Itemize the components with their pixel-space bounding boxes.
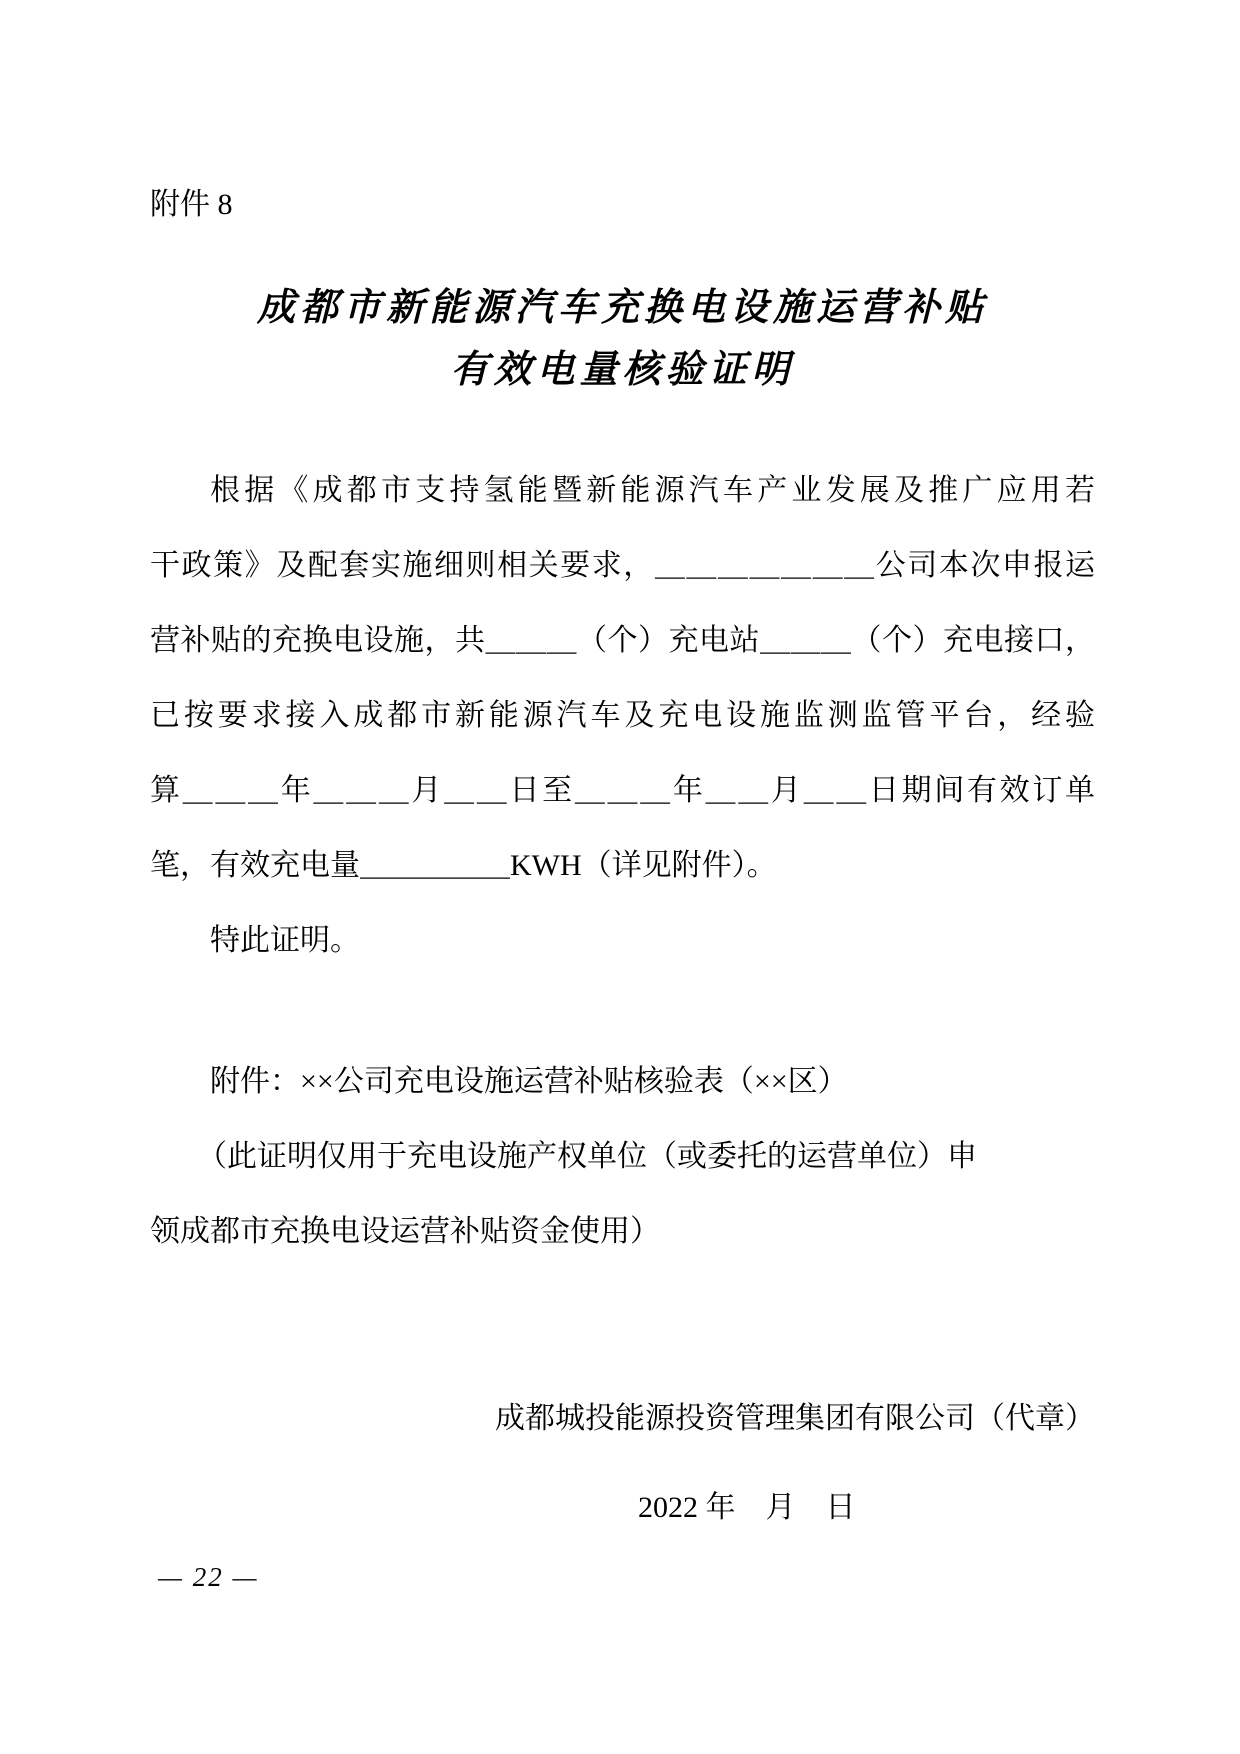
issuer-signature: 成都城投能源投资管理集团有限公司（代章）	[495, 1402, 1095, 1435]
attachment-note: 附件：××公司充电设施运营补贴核验表（××区）	[210, 1065, 848, 1098]
date-line: 2022 年 月 日	[638, 1491, 856, 1524]
attachment-number-label: 附件 8	[150, 188, 233, 221]
document-page	[150, 185, 1095, 1545]
document-title-line2: 有效电量核验证明	[450, 349, 795, 391]
body-paragraph-line: 根据《成都市支持氢能暨新能源汽车产业发展及推广应用若	[210, 474, 1095, 507]
page-number: — 22 —	[158, 1562, 259, 1592]
usage-note-line2: 领成都市充换电设运营补贴资金使用）	[150, 1215, 660, 1248]
body-paragraph-line: 干政策》及配套实施细则相关要求，＿＿＿＿＿＿＿公司本次申报运	[150, 549, 1095, 582]
body-paragraph-line: 算＿＿＿年＿＿＿月＿＿日至＿＿＿年＿＿月＿＿日期间有效订单	[150, 774, 1095, 807]
document-title-line1: 成都市新能源汽车充换电设施运营补贴	[256, 287, 988, 329]
body-paragraph-line: 笔，有效充电量＿＿＿＿＿KWH（详见附件）。	[150, 849, 777, 882]
body-paragraph-line: 营补贴的充换电设施，共＿＿＿（个）充电站＿＿＿（个）充电接口，	[150, 624, 1095, 657]
body-paragraph-line: 已按要求接入成都市新能源汽车及充电设施监测监管平台，经验	[150, 699, 1095, 732]
certify-statement: 特此证明。	[210, 924, 360, 957]
usage-note-line1: （此证明仅用于充电设施产权单位（或委托的运营单位）申	[197, 1140, 977, 1173]
